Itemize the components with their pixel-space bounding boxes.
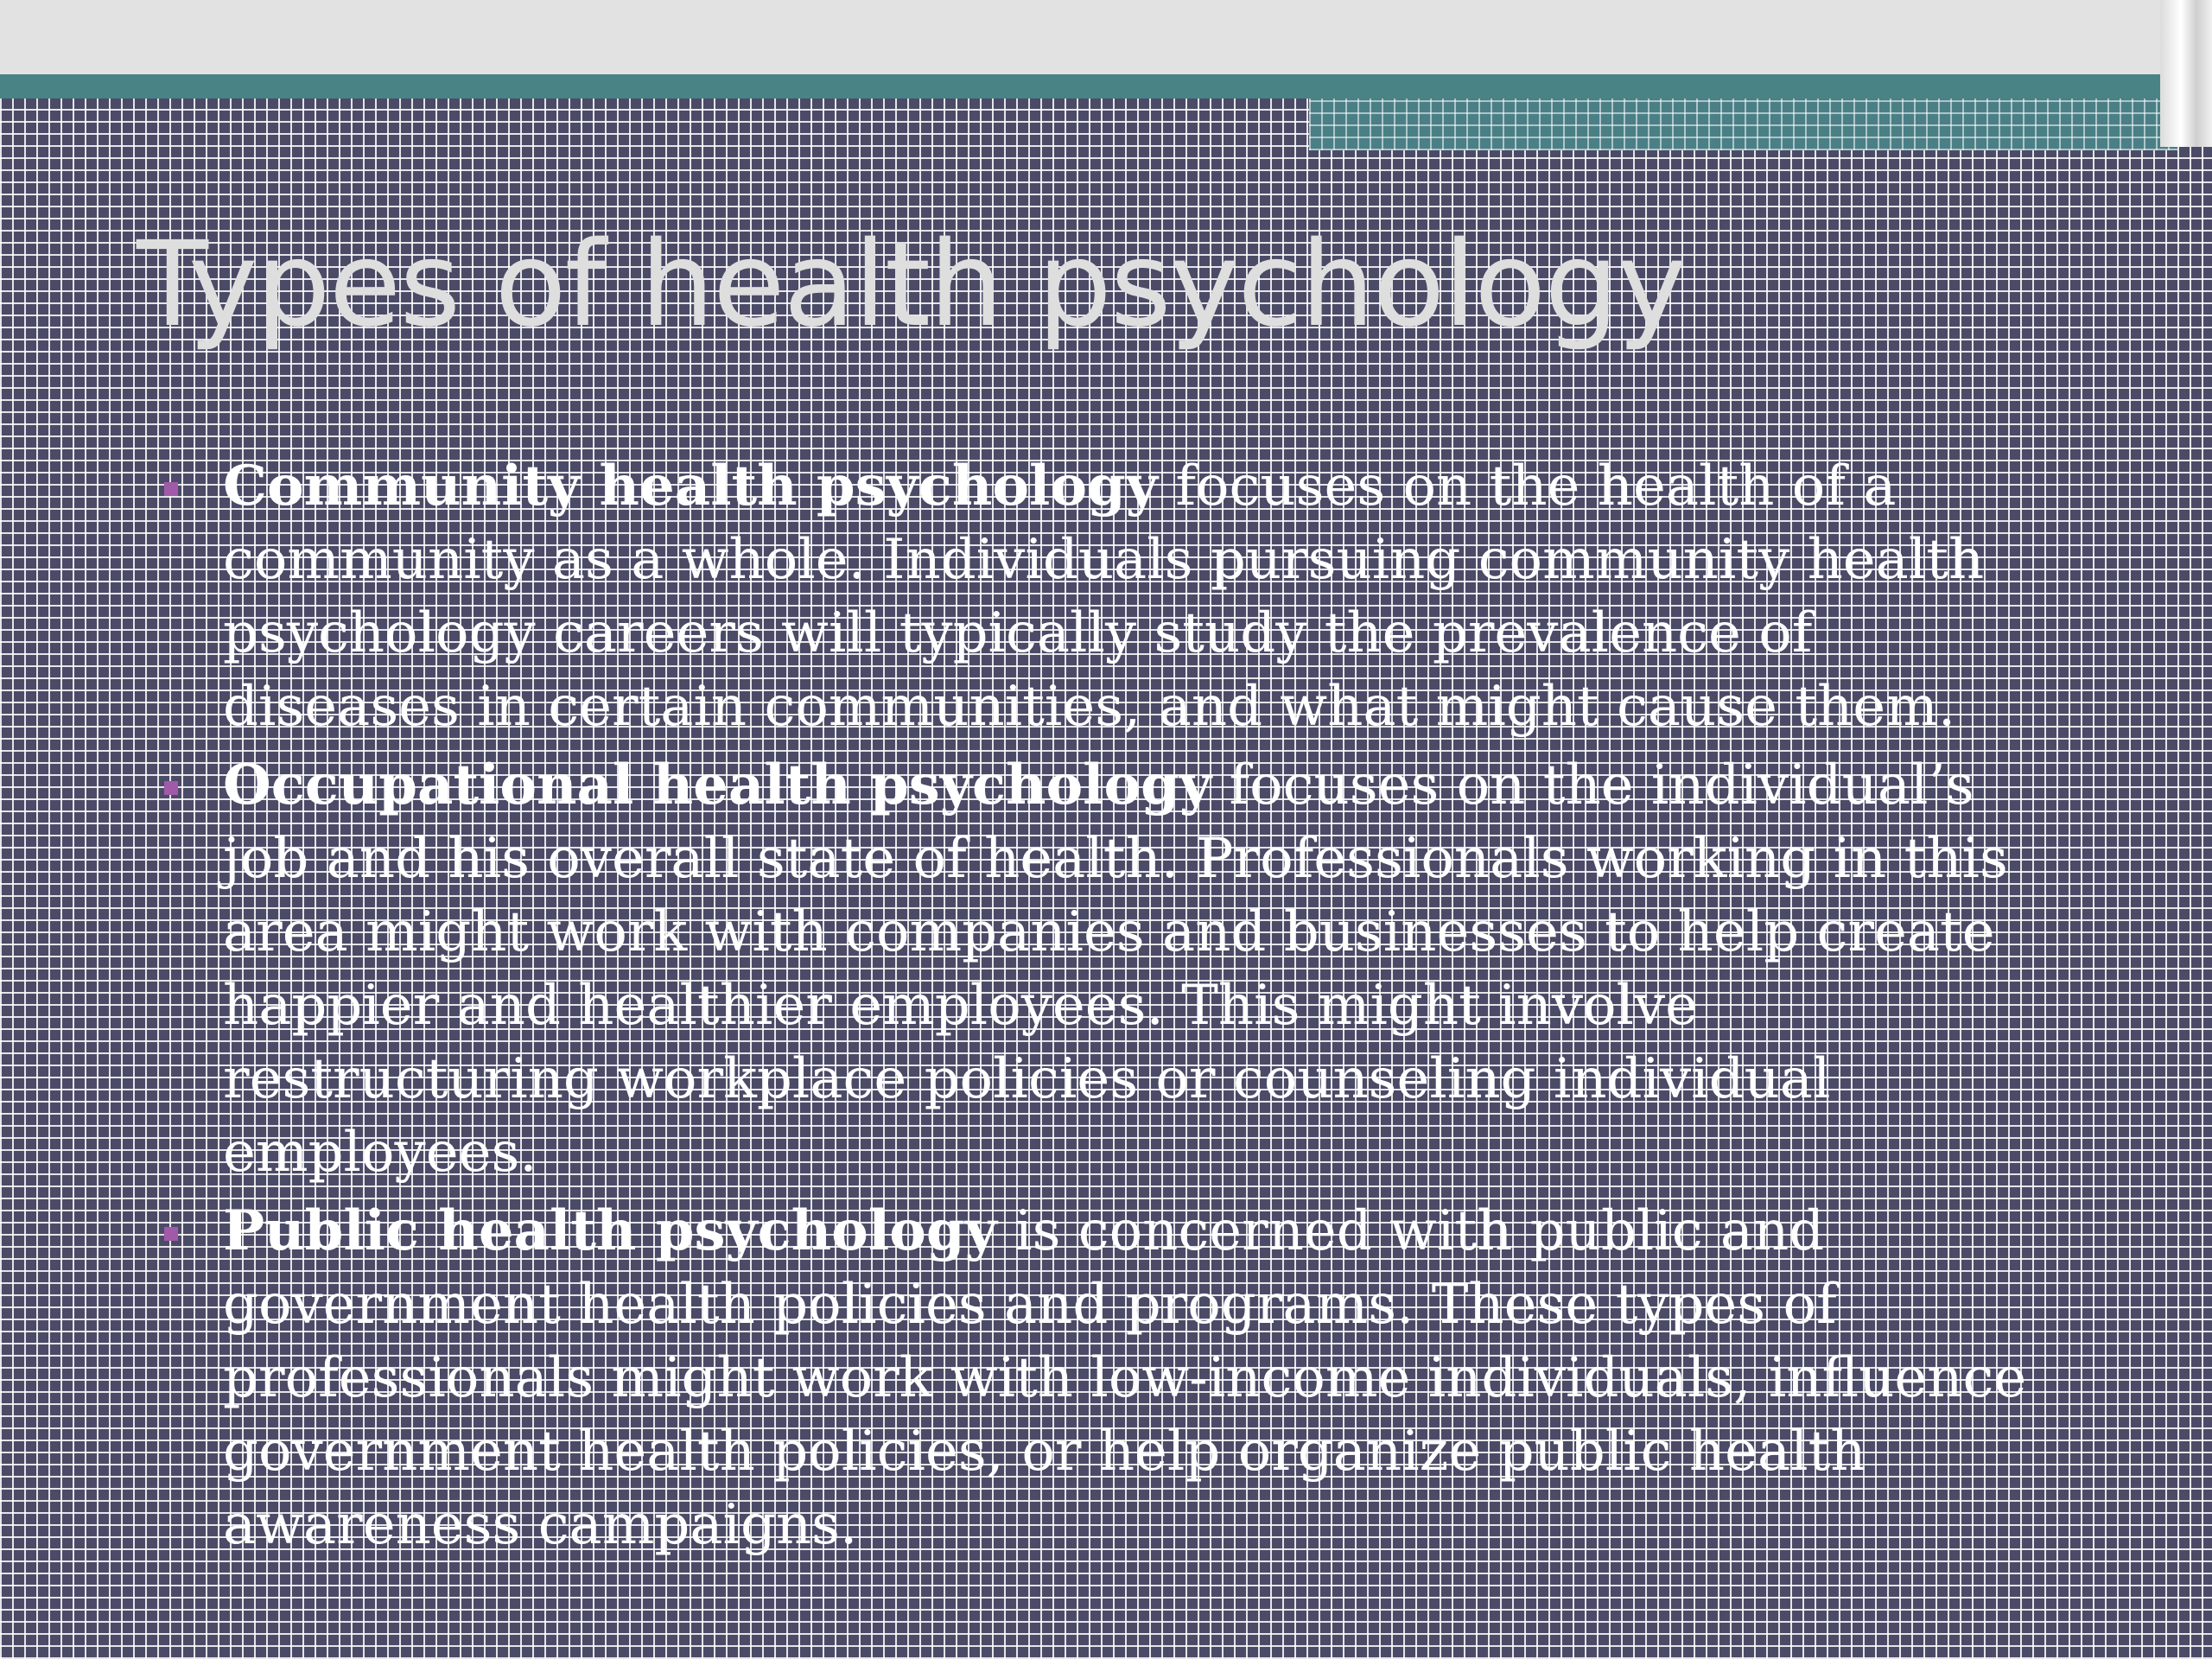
header-accent-bar: [0, 74, 2177, 99]
slide-title: Types of health psychology: [137, 217, 1686, 353]
bullet-text: focuses on the individual’s job and his overall state of health. Professionals working in this area might work with companies and businesses to help create happier and healthier employees. This might involve restructuring workplace policies or counseling individual employees.: [223, 753, 2008, 1185]
top-band: [0, 0, 2212, 74]
bullet-text: focuses on the health of a community as a whole. Individuals pursuing community health psychology careers will typically study the prevalence of diseases in certain communities, and what might cause them.: [223, 454, 1985, 739]
bullet-item-public: [164, 1194, 2065, 1562]
header-accent-strip: [1309, 99, 2177, 150]
bullet-marker-icon: [164, 1227, 178, 1241]
bullet-term: Occupational health psychology: [223, 753, 1212, 817]
bullet-text: is concerned with public and government health policies and programs. These types of professionals might work with low-income individuals, influence government health policies, or help organize public health awareness campaigns.: [223, 1199, 2027, 1557]
bullet-term: Public health psychology: [223, 1198, 997, 1263]
bullet-list: [164, 449, 2065, 1562]
bullet-term: Community health psychology: [223, 454, 1158, 518]
bullet-marker-icon: [164, 781, 178, 795]
bullet-item-occupational: [164, 748, 2065, 1190]
slide-edge: [2160, 0, 2212, 147]
bullet-marker-icon: [164, 482, 178, 496]
bullet-item-community: [164, 449, 2065, 744]
